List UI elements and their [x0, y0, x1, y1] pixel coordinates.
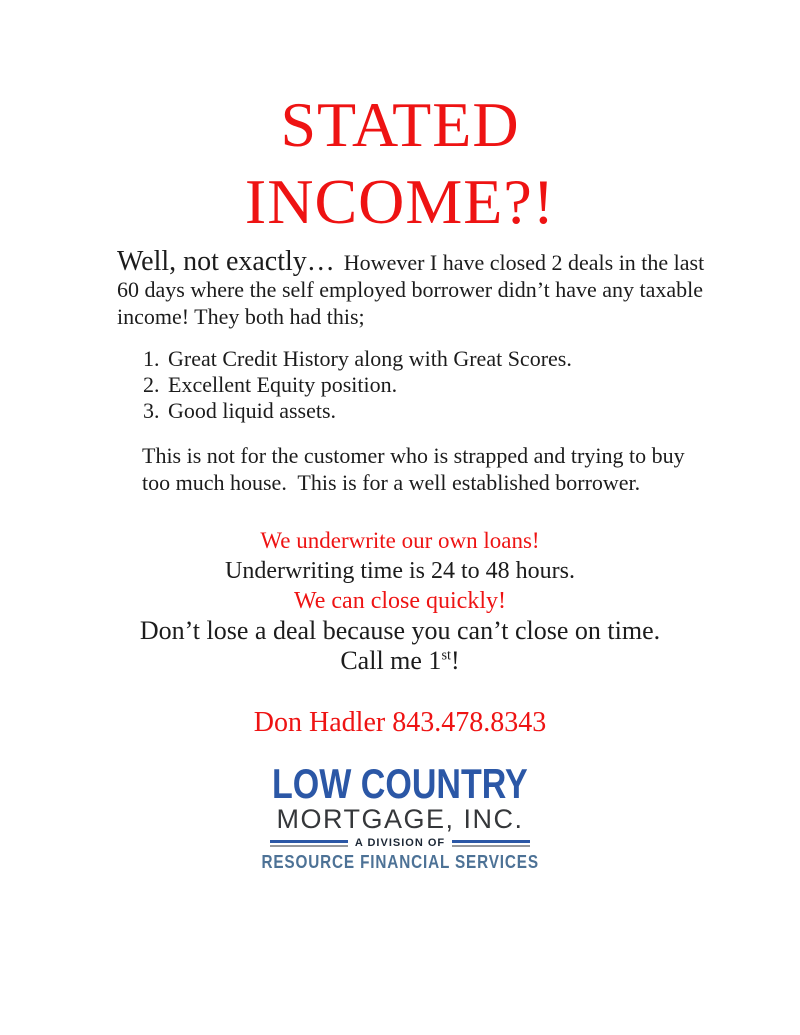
logo-parent-company: RESOURCE FINANCIAL SERVICES: [261, 852, 539, 872]
call-me-prefix: Call me 1: [340, 646, 442, 675]
logo-name-top: LOW COUNTRY: [272, 760, 528, 807]
title-line-1: STATED: [280, 89, 520, 160]
slogan-turnaround: Underwriting time is 24 to 48 hours.: [225, 558, 575, 584]
list-item-number: 1.: [143, 346, 160, 371]
logo-name-bottom: MORTGAGE, INC.: [276, 804, 524, 834]
intro-paragraph: [117, 248, 800, 330]
list-item-number: 2.: [143, 372, 160, 397]
page-title: [0, 86, 800, 240]
qualities-list: [143, 346, 800, 424]
list-item: [143, 372, 800, 398]
title-line-2: INCOME?!: [244, 166, 556, 237]
slogan-close-quickly: We can close quickly!: [294, 588, 506, 614]
call-me-suffix: !: [450, 646, 460, 675]
list-item: [143, 346, 800, 372]
note-line-1: This is not for the customer who is strapped and trying to buy: [142, 443, 685, 468]
intro-line-2: 60 days where the self employed borrower didn’t have any taxable: [117, 277, 704, 302]
list-item: [143, 398, 800, 424]
company-logo: [261, 760, 539, 872]
slogans-block: [0, 526, 800, 676]
logo-division-label: A DIVISION OF: [354, 837, 446, 849]
intro-lead: Well, not exactly…: [117, 246, 335, 277]
slogan-dont-lose: Don’t lose a deal because you can’t close on time.: [139, 616, 661, 645]
slogan-call-me: [0, 646, 800, 676]
contact-line: Don Hadler 843.478.8343: [253, 707, 547, 738]
division-rule-right: [452, 840, 530, 847]
list-item-number: 3.: [143, 398, 160, 423]
note-paragraph: [142, 442, 800, 496]
note-line-2: too much house. This is for a well established borrower.: [142, 470, 641, 495]
slogan-underwrite: We underwrite our own loans!: [260, 528, 540, 553]
list-item-text: Great Credit History along with Great Scores.: [168, 346, 572, 371]
division-rule-left: [270, 840, 348, 847]
list-item-text: Excellent Equity position.: [168, 372, 398, 397]
intro-line-3: income! They both had this;: [117, 304, 365, 329]
intro-line-1: [117, 248, 800, 276]
intro-line-1-rest: However I have closed 2 deals in the last: [343, 250, 705, 275]
logo-division-row: [270, 837, 530, 849]
list-item-text: Good liquid assets.: [168, 398, 337, 423]
call-me-ordinal: st: [441, 647, 451, 664]
